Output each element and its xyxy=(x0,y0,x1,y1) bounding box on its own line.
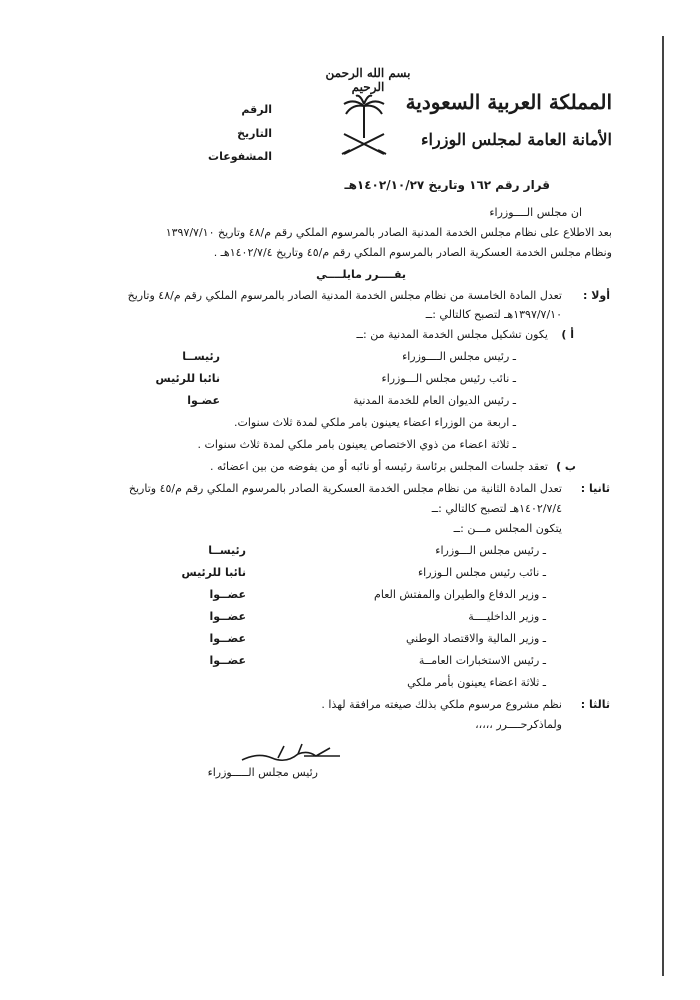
first-a-label: أ ) xyxy=(561,328,574,341)
page-edge-line xyxy=(662,36,664,976)
second-member-role: نائبا للرئيس xyxy=(181,566,246,579)
intro-line-council: ان مجلس الــــوزراء xyxy=(489,206,582,219)
second-member-name: ـ رئيس مجلس الـــوزراء xyxy=(435,544,546,557)
first-text-cont: ١٣٩٧/٧/١٠هـ لتصبح كالتالي :ــ xyxy=(425,308,562,321)
second-member-role: عضــوا xyxy=(209,654,246,667)
second-text: تعدل المادة الثانية من نظام مجلس الخدمة العسكرية الصادر بالمرسوم الملكي رقم م/٤٥ وتاريخ xyxy=(128,482,562,495)
closing-line: ولماذكرحــــرر ،،،،، xyxy=(475,718,562,731)
first-member-role: عضـوا xyxy=(187,394,220,407)
first-label: أولا : xyxy=(582,289,610,302)
palm-swords-emblem-icon xyxy=(336,92,392,162)
first-member-name: ـ ثلاثة اعضاء من ذوي الاختصاص يعينون بامر ملكي لمدة ثلاث سنوات . xyxy=(197,438,516,451)
second-member-name: ـ وزير الداخليــــة xyxy=(468,610,546,623)
first-b-label: ب ) xyxy=(556,460,576,473)
first-member-name: ـ رئيس مجلس الــــوزراء xyxy=(402,350,516,363)
second-member-name: ـ رئيس الاستخبارات العامــة xyxy=(418,654,546,667)
second-member-role: رئيســا xyxy=(208,544,246,557)
second-member-name: ـ وزير المالية والاقتصاد الوطني xyxy=(406,632,546,645)
second-intro: يتكون المجلس مـــن :ــ xyxy=(453,522,562,535)
decision-number: قرار رقم ١٦٢ وتاريخ ١٤٠٢/١٠/٢٧هـ xyxy=(344,178,550,192)
field-date: التاريخ xyxy=(237,127,272,140)
second-member-name: ـ ثلاثة اعضاء يعينون بأمر ملكي xyxy=(407,676,546,689)
first-member-name: ـ نائب رئيس مجلس الـــوزراء xyxy=(381,372,516,385)
first-a-text: يكون تشكيل مجلس الخدمة المدنية من :ــ xyxy=(356,328,548,341)
first-member-role: رئيســا xyxy=(182,350,220,363)
first-text: تعدل المادة الخامسة من نظام مجلس الخدمة المدنية الصادر بالمرسوم الملكي رقم م/٤٨ وتاريخ xyxy=(127,289,562,302)
field-number: الرقم xyxy=(241,103,272,116)
kingdom-heading: المملكة العربية السعودية xyxy=(405,90,612,114)
field-attachments: المشفوعات xyxy=(208,150,272,163)
second-member-role: عضــوا xyxy=(209,588,246,601)
third-label: ثالثا : xyxy=(580,698,610,711)
third-text: نظم مشروع مرسوم ملكي بذلك صيغته مرافقة لهذا . xyxy=(321,698,562,711)
basmala: بسم الله الرحمن الرحيم xyxy=(325,66,411,94)
handwritten-signature xyxy=(238,742,348,766)
second-member-role: عضــوا xyxy=(209,610,246,623)
second-member-role: عضــوا xyxy=(209,632,246,645)
second-text-cont: ١٤٠٢/٧/٤هـ لتصبح كالتالي :ــ xyxy=(431,502,562,515)
intro-line-military: ونظام مجلس الخدمة العسكرية الصادر بالمرسوم الملكي رقم م/٤٥ وتاريخ ١٤٠٢/٧/٤هـ . xyxy=(213,246,612,259)
decides-heading: يقــــرر مايلــــي xyxy=(316,268,406,281)
secretariat-heading: الأمانة العامة لمجلس الوزراء xyxy=(421,130,612,149)
first-member-name: ـ اربعة من الوزراء اعضاء يعينون بامر ملكي لمدة ثلاث سنوات. xyxy=(234,416,516,429)
signature-title: رئيس مجلس الـــــوزراء xyxy=(207,766,318,779)
second-member-name: ـ نائب رئيس مجلس الـوزراء xyxy=(417,566,546,579)
second-label: ثانيا : xyxy=(580,482,610,495)
second-member-name: ـ وزير الدفاع والطيران والمفتش العام xyxy=(374,588,546,601)
intro-line-civil: بعد الاطلاع على نظام مجلس الخدمة المدنية الصادر بالمرسوم الملكي رقم م/٤٨ وتاريخ ١٣٩٧/٧/١٠ xyxy=(165,226,612,239)
first-member-role: نائبا للرئيس xyxy=(155,372,220,385)
first-b-text: تعقد جلسات المجلس برئاسة رئيسه أو نائبه أو من يفوضه من بين اعضائه . xyxy=(210,460,548,473)
first-member-name: ـ رئيس الديوان العام للخدمة المدنية xyxy=(353,394,516,407)
